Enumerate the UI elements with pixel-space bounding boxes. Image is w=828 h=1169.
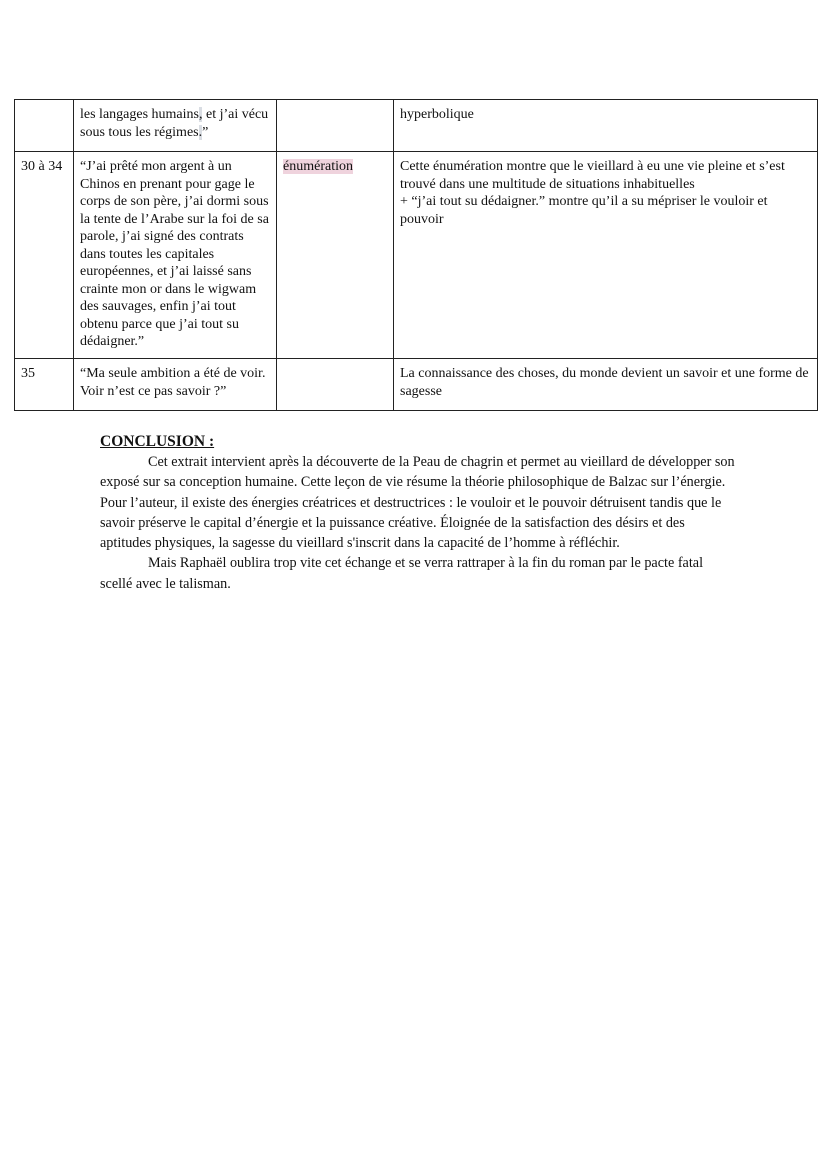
comment-cell [394,152,818,359]
conclusion-paragraph: Mais Raphaël oublira trop vite cet échange et se verra rattraper à la fin du roman par le pacte fatal scellé avec le talisman. [100,555,704,592]
conclusion-section [100,432,736,594]
table-row [15,152,818,359]
comment-text: Cette énumération montre que le vieillard à eu une vie pleine et s’est trouvé dans une multitude de situations inhabituelles [400,159,785,192]
highlighted-figure: énumération [283,159,353,174]
line-cell: 35 [15,359,74,411]
highlight-mark: , [198,107,203,122]
table-row [15,359,818,411]
quote-text: ” [202,124,209,140]
quote-text: et j’ai vécu sous tous les régimes [80,107,269,140]
figure-cell [277,359,394,411]
line-cell [15,100,74,152]
figure-cell [277,152,394,359]
highlight-mark: . [198,124,203,140]
comment-text: + “j’ai tout su dédaigner.” montre qu’il a su mépriser le vouloir et pouvoir [400,194,768,227]
line-cell: 30 à 34 [15,152,74,359]
analysis-table [14,99,818,411]
conclusion-heading: CONCLUSION : [100,433,215,450]
conclusion-paragraph: Cet extrait intervient après la découverte de la Peau de chagrin et permet au vieillard de développer son exposé sur sa conception humaine. Cette leçon de vie résume la théorie philosophique de Balzac sur l’énergie. Pour l’auteur, il existe des énergies créatrices et destructrices : le vouloir et le pouvoir détruisent tandis que le savoir préserve le capital d’énergie et la puissance créative. Éloignée de la satisfaction des désirs et des aptitudes physiques, la sagesse du vieillard s'inscrit dans la capacité de l’homme à réfléchir. [100,454,735,552]
table-row [15,100,818,152]
quote-text: les langages humains [80,107,199,122]
quote-cell [74,100,277,152]
figure-cell [277,100,394,152]
comment-cell: La connaissance des choses, du monde devient un savoir et une forme de sagesse [394,359,818,411]
comment-cell: hyperbolique [394,100,818,152]
quote-cell: “Ma seule ambition a été de voir. Voir n’est ce pas savoir ?” [74,359,277,411]
quote-cell: “J’ai prêté mon argent à un Chinos en prenant pour gage le corps de son père, j’ai dormi sous la tente de l’Arabe sur la foi de sa parole, j’ai signé des contrats dans toutes les capitales européennes, et j’ai laissé sans crainte mon or dans le wigwam des sauvages, enfin j’ai tout obtenu parce que j’ai tout su dédaigner.” [74,152,277,359]
